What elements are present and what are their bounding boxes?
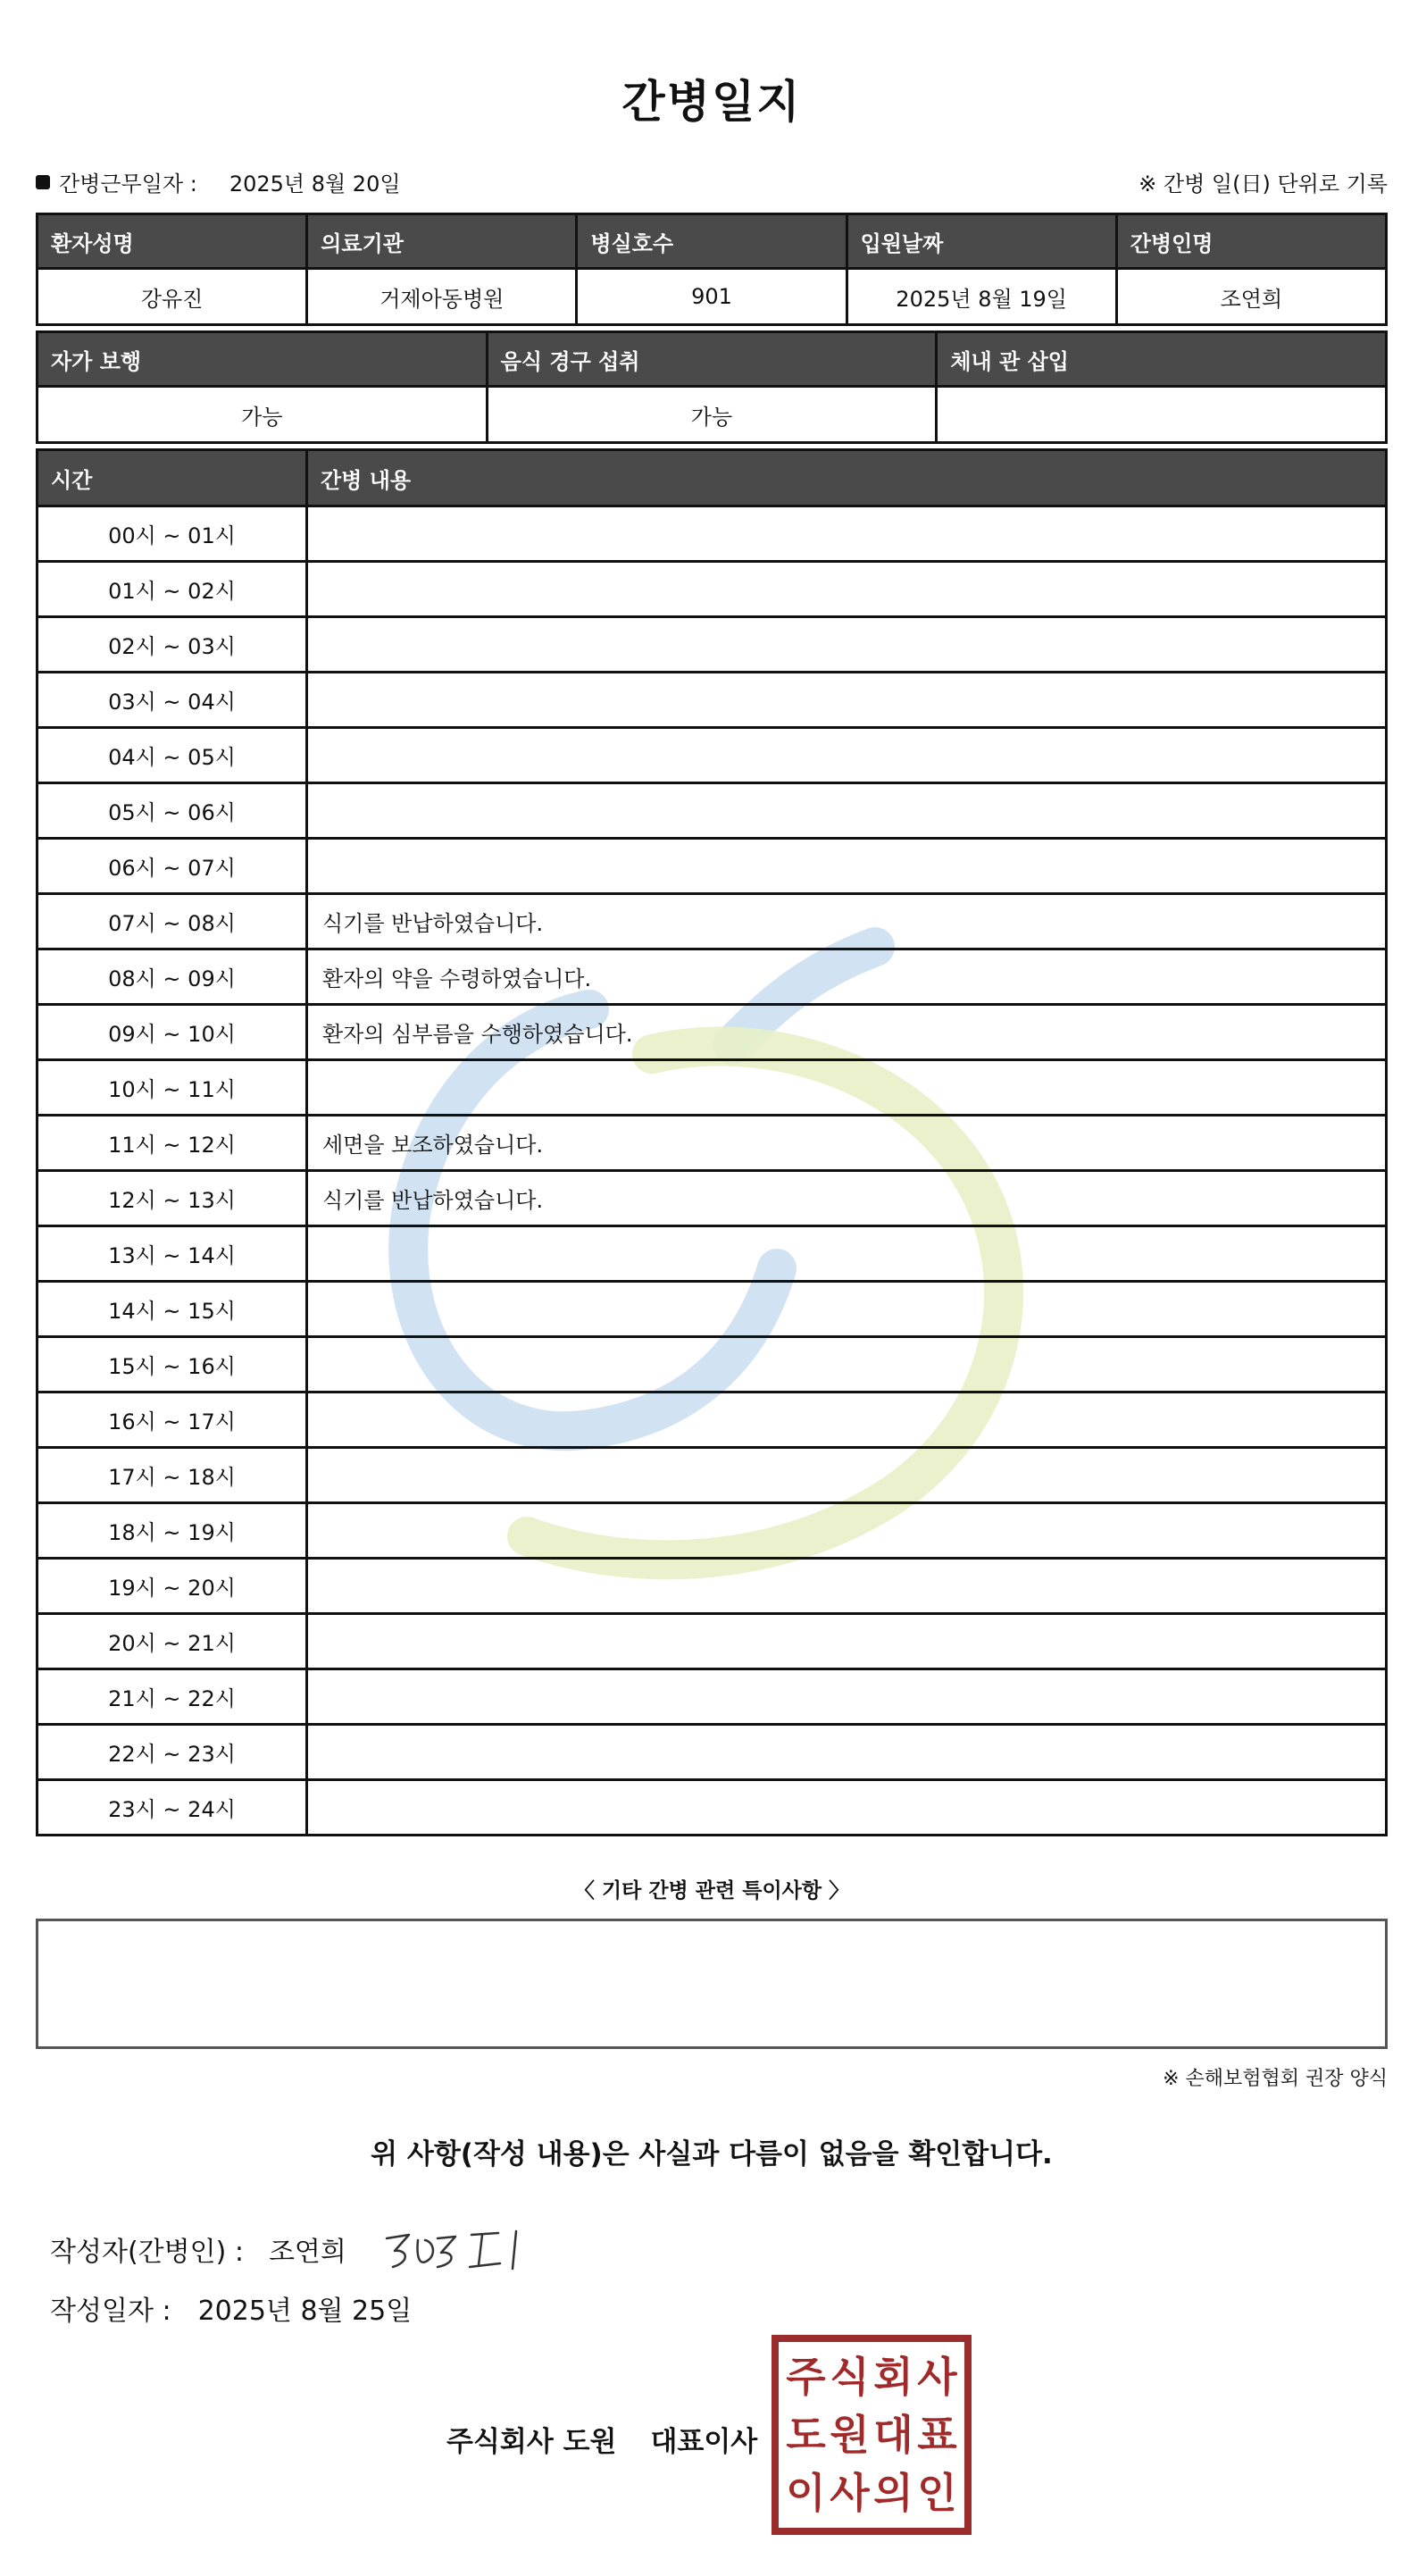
time-cell: 22시 ~ 23시 (38, 1725, 307, 1780)
care-content-cell (307, 839, 1387, 894)
time-cell: 08시 ~ 09시 (38, 949, 307, 1005)
work-date-group (36, 166, 401, 197)
table-row (38, 1559, 1387, 1614)
company-name: 주식회사 도원 (446, 2426, 617, 2458)
care-content-cell: 환자의 약을 수령하였습니다. (307, 949, 1387, 1005)
header-oral-intake: 음식 경구 섭취 (487, 332, 937, 387)
room-number: 901 (577, 269, 847, 325)
writer-label: 작성자(간병인) : (50, 2237, 244, 2268)
seal-char: 표 (917, 2410, 957, 2459)
care-content-cell (307, 1559, 1387, 1614)
care-content-cell (307, 617, 1387, 673)
table-row (38, 1448, 1387, 1503)
seal-char: 이 (786, 2469, 826, 2518)
patient-status-table (36, 330, 1388, 444)
seal-char: 식 (830, 2352, 870, 2401)
time-cell: 04시 ~ 05시 (38, 728, 307, 783)
care-content-cell (307, 506, 1387, 562)
seal-char: 주 (786, 2352, 826, 2401)
remarks-title: 〈 기타 간병 관련 특이사항 〉 (573, 1879, 850, 1903)
representative-title: 대표이사 (650, 2426, 758, 2458)
care-content-cell (307, 783, 1387, 839)
header-tube-insertion: 체내 관 삽입 (937, 332, 1387, 387)
table-row (38, 894, 1387, 949)
writer-name: 조연희 (268, 2237, 346, 2268)
time-cell: 00시 ~ 01시 (38, 506, 307, 562)
seal-char: 인 (917, 2469, 957, 2518)
tube-insertion-value (937, 387, 1387, 443)
work-date-value: 2025년 8월 20일 (229, 171, 401, 197)
care-content-cell (307, 728, 1387, 783)
time-cell: 19시 ~ 20시 (38, 1559, 307, 1614)
table-row (38, 1725, 1387, 1780)
written-date-label: 작성일자 : (50, 2296, 171, 2327)
time-cell: 03시 ~ 04시 (38, 673, 307, 728)
care-content-cell: 환자의 심부름을 수행하였습니다. (307, 1005, 1387, 1060)
time-cell: 15시 ~ 16시 (38, 1337, 307, 1393)
admission-date: 2025년 8월 19일 (847, 269, 1116, 325)
time-cell: 07시 ~ 08시 (38, 894, 307, 949)
time-cell: 05시 ~ 06시 (38, 783, 307, 839)
time-cell: 14시 ~ 15시 (38, 1282, 307, 1337)
confirmation-statement: 위 사항(작성 내용)은 사실과 다름이 없음을 확인합니다. (371, 2138, 1053, 2170)
care-content-cell (307, 673, 1387, 728)
seal-char: 의 (873, 2469, 913, 2518)
time-cell: 17시 ~ 18시 (38, 1448, 307, 1503)
care-content-cell (307, 1393, 1387, 1448)
table-row (38, 1226, 1387, 1282)
time-cell: 20시 ~ 21시 (38, 1614, 307, 1669)
remarks-box (36, 1919, 1388, 2049)
care-log-table (36, 448, 1388, 1836)
table-row (38, 839, 1387, 894)
seal-char: 도 (786, 2410, 826, 2459)
header-patient-name: 환자성명 (38, 214, 307, 269)
header-time: 시간 (38, 450, 307, 506)
work-date-label: 간병근무일자 : (59, 171, 197, 197)
table-row (38, 949, 1387, 1005)
table-row (38, 1116, 1387, 1171)
seal-char: 대 (873, 2410, 913, 2459)
care-content-cell: 식기를 반납하였습니다. (307, 894, 1387, 949)
seal-char: 원 (830, 2410, 870, 2459)
time-cell: 18시 ~ 19시 (38, 1503, 307, 1559)
table-row (38, 673, 1387, 728)
patient-name: 강유진 (38, 269, 307, 325)
table-row (38, 1060, 1387, 1116)
header-care-content: 간병 내용 (307, 450, 1387, 506)
header-admission-date: 입원날짜 (847, 214, 1116, 269)
table-row (38, 1282, 1387, 1337)
company-seal (772, 2335, 972, 2535)
patient-info-table (36, 213, 1388, 326)
care-content-cell (307, 562, 1387, 617)
time-cell: 06시 ~ 07시 (38, 839, 307, 894)
care-content-cell (307, 1226, 1387, 1282)
care-content-cell: 식기를 반납하였습니다. (307, 1171, 1387, 1226)
table-row (38, 728, 1387, 783)
table-row (38, 1171, 1387, 1226)
table-row (38, 1669, 1387, 1725)
writer-row (50, 2222, 534, 2276)
time-cell: 16시 ~ 17시 (38, 1393, 307, 1448)
seal-char: 사 (830, 2469, 870, 2518)
unit-note: ※ 간병 일(日) 단위로 기록 (1139, 171, 1388, 197)
table-row (38, 1393, 1387, 1448)
care-content-cell (307, 1282, 1387, 1337)
oral-intake-value: 가능 (487, 387, 937, 443)
table-row (38, 1337, 1387, 1393)
time-cell: 09시 ~ 10시 (38, 1005, 307, 1060)
care-log-body (38, 506, 1387, 1836)
self-walking-value: 가능 (38, 387, 488, 443)
time-cell: 13시 ~ 14시 (38, 1226, 307, 1282)
page-title: 간병일지 (621, 76, 802, 128)
care-content-cell (307, 1780, 1387, 1836)
caregiver-name: 조연희 (1116, 269, 1386, 325)
table-row (38, 617, 1387, 673)
time-cell: 10시 ~ 11시 (38, 1060, 307, 1116)
form-note: ※ 손해보험협회 권장 양식 (1163, 2068, 1388, 2090)
care-content-cell (307, 1669, 1387, 1725)
table-row (38, 1780, 1387, 1836)
bullet-icon (36, 175, 50, 189)
written-date-value: 2025년 8월 25일 (197, 2296, 413, 2327)
hospital-name: 거제아동병원 (307, 269, 577, 325)
table-row (38, 506, 1387, 562)
header-hospital: 의료기관 (307, 214, 577, 269)
care-content-cell (307, 1060, 1387, 1116)
time-cell: 02시 ~ 03시 (38, 617, 307, 673)
care-content-cell (307, 1448, 1387, 1503)
time-cell: 12시 ~ 13시 (38, 1171, 307, 1226)
care-content-cell (307, 1614, 1387, 1669)
care-content-cell: 세면을 보조하였습니다. (307, 1116, 1387, 1171)
signature-icon (382, 2222, 534, 2276)
seal-char: 사 (917, 2352, 957, 2401)
meta-row (36, 166, 1388, 202)
time-cell: 23시 ~ 24시 (38, 1780, 307, 1836)
care-content-cell (307, 1725, 1387, 1780)
header-caregiver-name: 간병인명 (1116, 214, 1386, 269)
seal-char: 회 (873, 2352, 913, 2401)
time-cell: 11시 ~ 12시 (38, 1116, 307, 1171)
table-row (38, 1503, 1387, 1559)
time-cell: 01시 ~ 02시 (38, 562, 307, 617)
table-row (38, 1005, 1387, 1060)
table-row (38, 1614, 1387, 1669)
header-self-walking: 자가 보행 (38, 332, 488, 387)
written-date-row (50, 2288, 412, 2328)
time-cell: 21시 ~ 22시 (38, 1669, 307, 1725)
company-row (446, 2419, 757, 2459)
care-content-cell (307, 1337, 1387, 1393)
table-row (38, 562, 1387, 617)
header-room-number: 병실호수 (577, 214, 847, 269)
seal-characters (784, 2347, 959, 2522)
care-content-cell (307, 1503, 1387, 1559)
table-row (38, 783, 1387, 839)
